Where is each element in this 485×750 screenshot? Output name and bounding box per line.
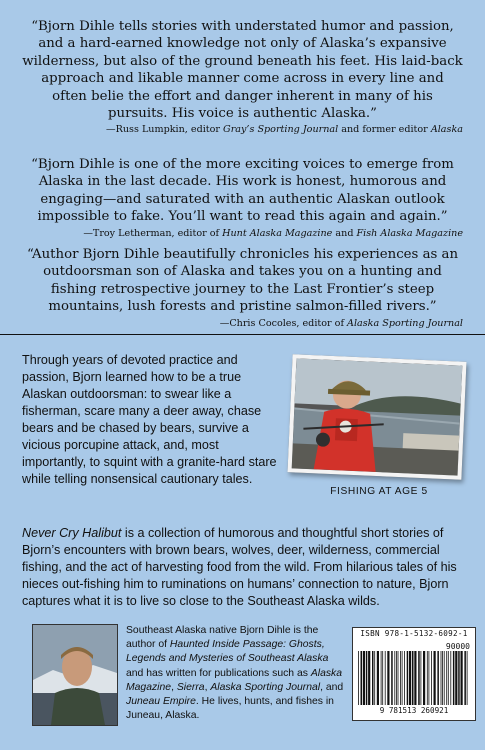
book-title: Never Cry Halibut [22,526,122,540]
author-bio: Southeast Alaska native Bjorn Dihle is the author of Haunted Inside Passage: Ghosts, Legends and Mysteries of Southeast Alaska and has written for publications such as Alaska Magazine, Sierra, Alaska Sporting Journal, and Juneau Empire. He lives, hunts, and fishes in Juneau, Alaska. [126,625,344,722]
photo-caption: FISHING AT AGE 5 [330,486,428,497]
author-portrait-image [33,625,117,725]
isbn-number: ISBN 978-1-5132-6092-1 [360,629,468,638]
fishing-photo [288,354,467,479]
isbn-barcode [352,627,476,721]
quote-attribution: —Chris Cocoles, editor of Alaska Sporting Journal [219,317,463,329]
description-paragraph: Never Cry Halibut is a collection of humorous and thoughtful short stories of Bjorn’s encounters with brown bears, wolves, deer, wilderness, commercial fishing, and the act of harvesting food from the wild. From hilarious tales of his nieces out-fishing him to ruminations on humans’ connection to nature, Bjorn captures what it is to live so close to the Southeast Alaska wilds. [22,526,457,608]
quote-attribution: —Troy Letherman, editor of Hunt Alaska Magazine and Fish Alaska Magazine [83,227,463,239]
review-quote-2 [22,156,463,241]
author-photo [32,624,118,726]
intro-paragraph: Through years of devoted practice and passion, Bjorn learned how to be a true Alaskan outdoorsman: to swear like a fisherman, scare many a deer away, chase bears and be chased by bears, survive a vicious porcupine attack, and, most importantly, to squint with a granite-hard stare while telling nonsensical cautionary tales. [22,353,277,486]
quote-text: “Author Bjorn Dihle beautifully chronicles his experiences as an outdoorsman son of Alaska and takes you on a hunting and fishing retrospective journey to the Last Frontier’s steep mountains, lush forests and pristine salmon-filled rivers.” [26,247,459,315]
quote-text: “Bjorn Dihle is one of the more exciting voices to emerge from Alaska in the last decade. His work is honest, humorous and engaging—and saturated with an authentic Alaskan outlook impossible to fake. You’ll want to read this again and again.” [31,157,454,225]
review-quote-3 [22,246,463,331]
barcode-digits: 9 781513 260921 [379,706,449,715]
quote-attribution: —Russ Lumpkin, editor Gray’s Sporting Journal and former editor Alaska [106,124,463,136]
quote-text: “Bjorn Dihle tells stories with understated humor and passion, and a hard-earned knowledge not only of Alaska’s expansive wilderness, but also of the ground beneath his feet. His laid-back approach and likable manner come across in every line and often belie the effort and danger inherent in many of his pursuits. His voice is authentic Alaska.” [22,19,463,122]
price-code: 90000 [445,642,470,651]
boy-fishing-image [292,358,463,475]
review-quote-1 [22,18,463,137]
section-divider [0,334,485,335]
barcode-bars [357,651,471,705]
